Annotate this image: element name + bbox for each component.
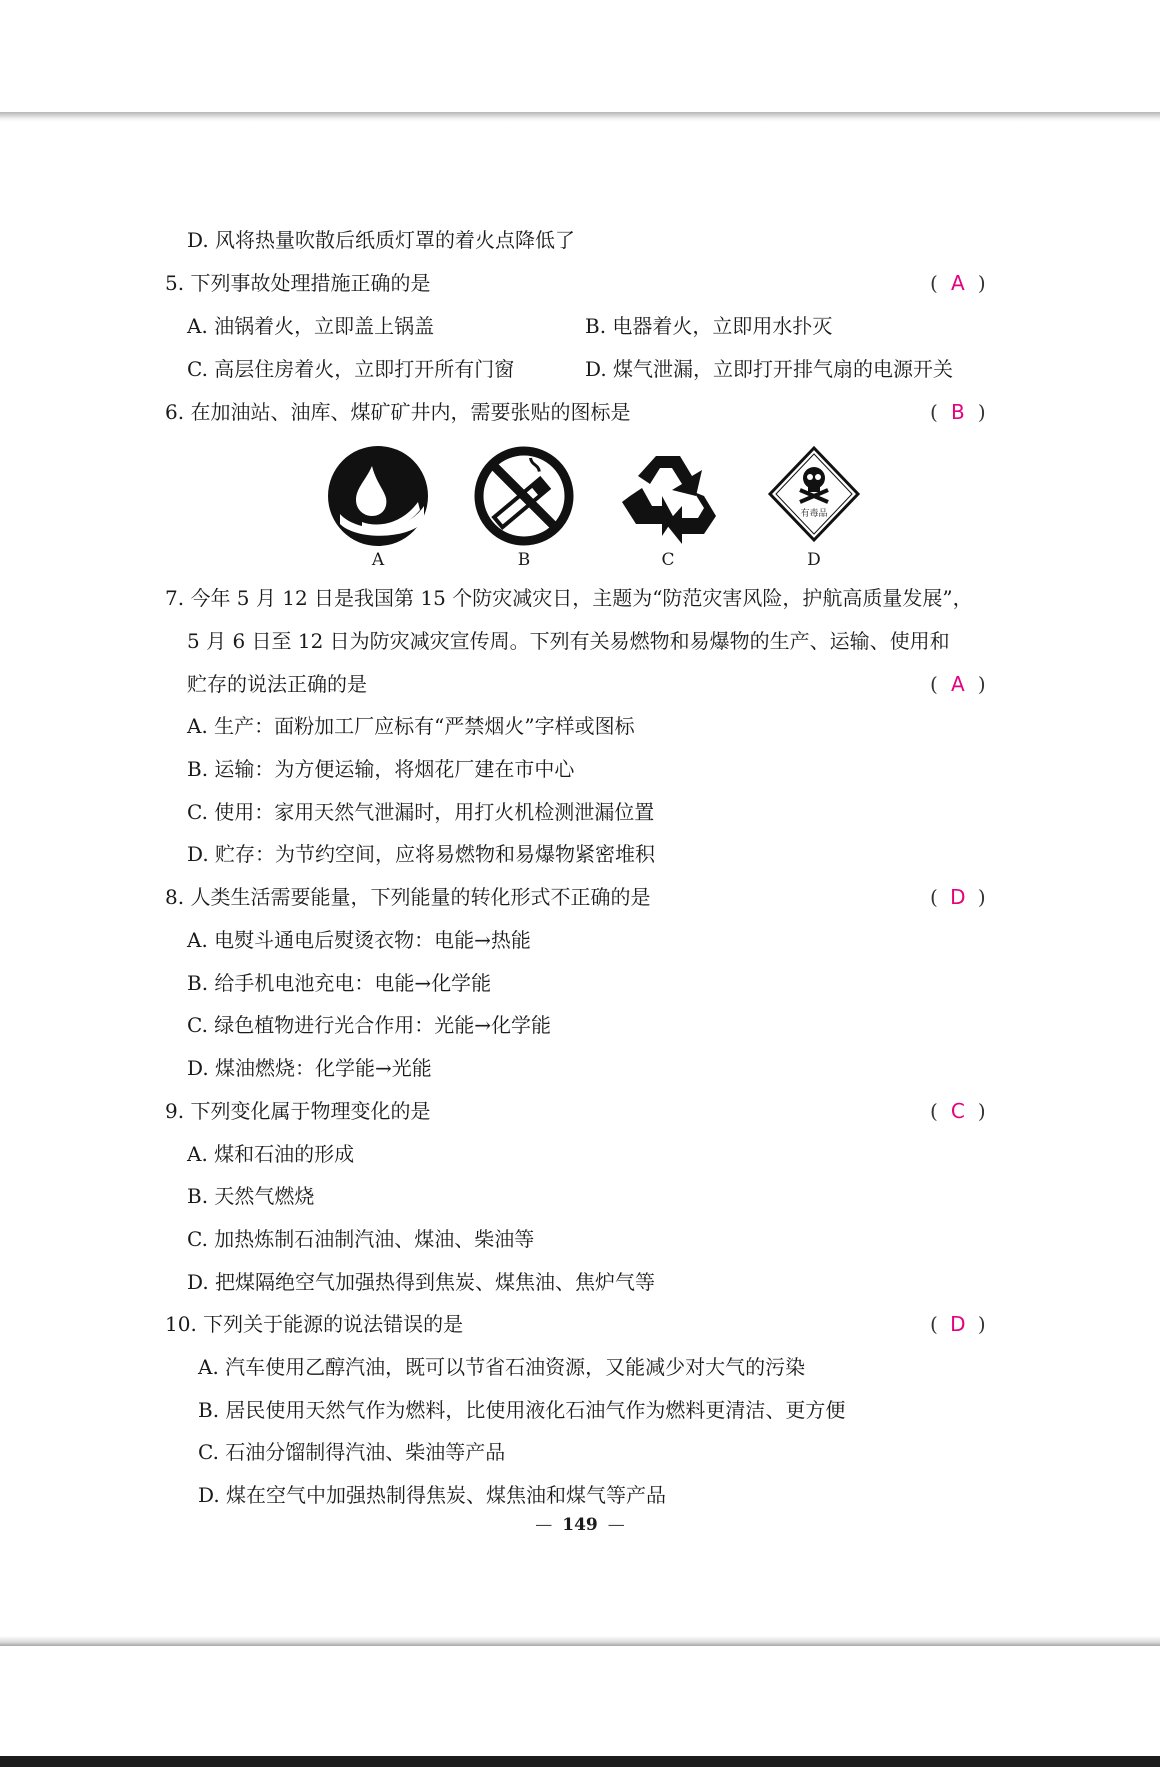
q7-option-a: A. 生产：面粉加工厂应标有“严禁烟火”字样或图标 (187, 714, 635, 738)
toxic-sign-text: 有毒品 (800, 509, 828, 519)
q10-stem: 10. 下列关于能源的说法错误的是 (165, 1312, 464, 1336)
sign-d-label: D (807, 550, 821, 570)
q10-option-d: D. 煤在空气中加强热制得焦炭、煤焦油和煤气等产品 (198, 1483, 667, 1507)
q9-answer-letter: C (950, 1099, 965, 1123)
q10-answer-letter: D (950, 1312, 966, 1336)
q9-stem: 9. 下列变化属于物理变化的是 (165, 1099, 431, 1123)
sign-b-label: B (517, 550, 531, 570)
page-footer (0, 1512, 1160, 1538)
sign-b-no-smoking-icon (472, 444, 576, 548)
q5-answer: ( A ) (930, 271, 986, 295)
q8-option-d: D. 煤油燃烧：化学能→光能 (187, 1056, 432, 1080)
sign-d-toxic-icon (766, 444, 862, 548)
q6-answer-letter: B (950, 400, 965, 424)
q5-stem: 5. 下列事故处理措施正确的是 (165, 271, 431, 295)
q8-option-c: C. 绿色植物进行光合作用：光能→化学能 (187, 1013, 552, 1037)
q4-option-d: D. 风将热量吹散后纸质灯罩的着火点降低了 (187, 228, 576, 252)
footer-dash-right: — (607, 1515, 625, 1535)
q9-option-a: A. 煤和石油的形成 (187, 1142, 355, 1166)
q9-option-c: C. 加热炼制石油制汽油、煤油、柴油等 (187, 1227, 535, 1251)
page-top-shadow (0, 112, 1160, 122)
q5-option-b: B. 电器着火，立即用水扑灭 (585, 314, 833, 338)
q5-option-a: A. 油锅着火，立即盖上锅盖 (187, 314, 435, 338)
q5-answer-letter: A (950, 271, 965, 295)
q9-answer: ( C ) (930, 1099, 986, 1123)
page-bottom-shadow (0, 1636, 1160, 1646)
q10-answer: ( D ) (930, 1312, 986, 1336)
sign-c-label: C (661, 550, 675, 570)
q7-stem-line1: 7. 今年 5 月 12 日是我国第 15 个防灾减灾日，主题为“防范灾害风险，护航高质量发展”， (165, 586, 973, 610)
q8-option-a: A. 电熨斗通电后熨烫衣物：电能→热能 (187, 928, 531, 952)
q8-option-b: B. 给手机电池充电：电能→化学能 (187, 971, 492, 995)
q10-option-b: B. 居民使用天然气作为燃料，比使用液化石油气作为燃料更清洁、更方便 (198, 1398, 846, 1422)
q8-answer-letter: D (950, 885, 966, 909)
q7-answer-letter: A (950, 672, 965, 696)
q7-option-c: C. 使用：家用天然气泄漏时，用打火机检测泄漏位置 (187, 800, 655, 824)
page-number: 149 (562, 1515, 598, 1535)
sign-a-water-icon (326, 444, 430, 548)
footer-dash-left: — (535, 1515, 553, 1535)
q6-answer: ( B ) (930, 400, 986, 424)
q7-answer: ( A ) (930, 672, 986, 696)
q8-stem: 8. 人类生活需要能量，下列能量的转化形式不正确的是 (165, 885, 651, 909)
q7-stem-line2: 5 月 6 日至 12 日为防灾减灾宣传周。下列有关易燃物和易爆物的生产、运输、使用和 (187, 629, 950, 653)
q7-stem-line3: 贮存的说法正确的是 (187, 672, 367, 696)
q10-option-a: A. 汽车使用乙醇汽油，既可以节省石油资源，又能减少对大气的污染 (198, 1355, 806, 1379)
sign-a-label: A (371, 550, 385, 570)
sign-c-recycle-icon (616, 444, 720, 548)
viewer-bottom-bar (0, 1756, 1160, 1767)
viewer-top-margin (0, 0, 1160, 112)
q8-answer: ( D ) (930, 885, 986, 909)
q7-option-d: D. 贮存：为节约空间，应将易燃物和易爆物紧密堆积 (187, 842, 656, 866)
q7-option-b: B. 运输：为方便运输，将烟花厂建在市中心 (187, 757, 575, 781)
viewer-bottom-margin (0, 1646, 1160, 1756)
q9-option-d: D. 把煤隔绝空气加强热得到焦炭、煤焦油、焦炉气等 (187, 1270, 656, 1294)
q10-option-c: C. 石油分馏制得汽油、柴油等产品 (198, 1440, 506, 1464)
q6-figure-signs (326, 444, 866, 574)
q9-option-b: B. 天然气燃烧 (187, 1184, 315, 1208)
q6-stem: 6. 在加油站、油库、煤矿矿井内，需要张贴的图标是 (165, 400, 631, 424)
q5-option-d: D. 煤气泄漏，立即打开排气扇的电源开关 (585, 357, 954, 381)
q5-option-c: C. 高层住房着火，立即打开所有门窗 (187, 357, 515, 381)
